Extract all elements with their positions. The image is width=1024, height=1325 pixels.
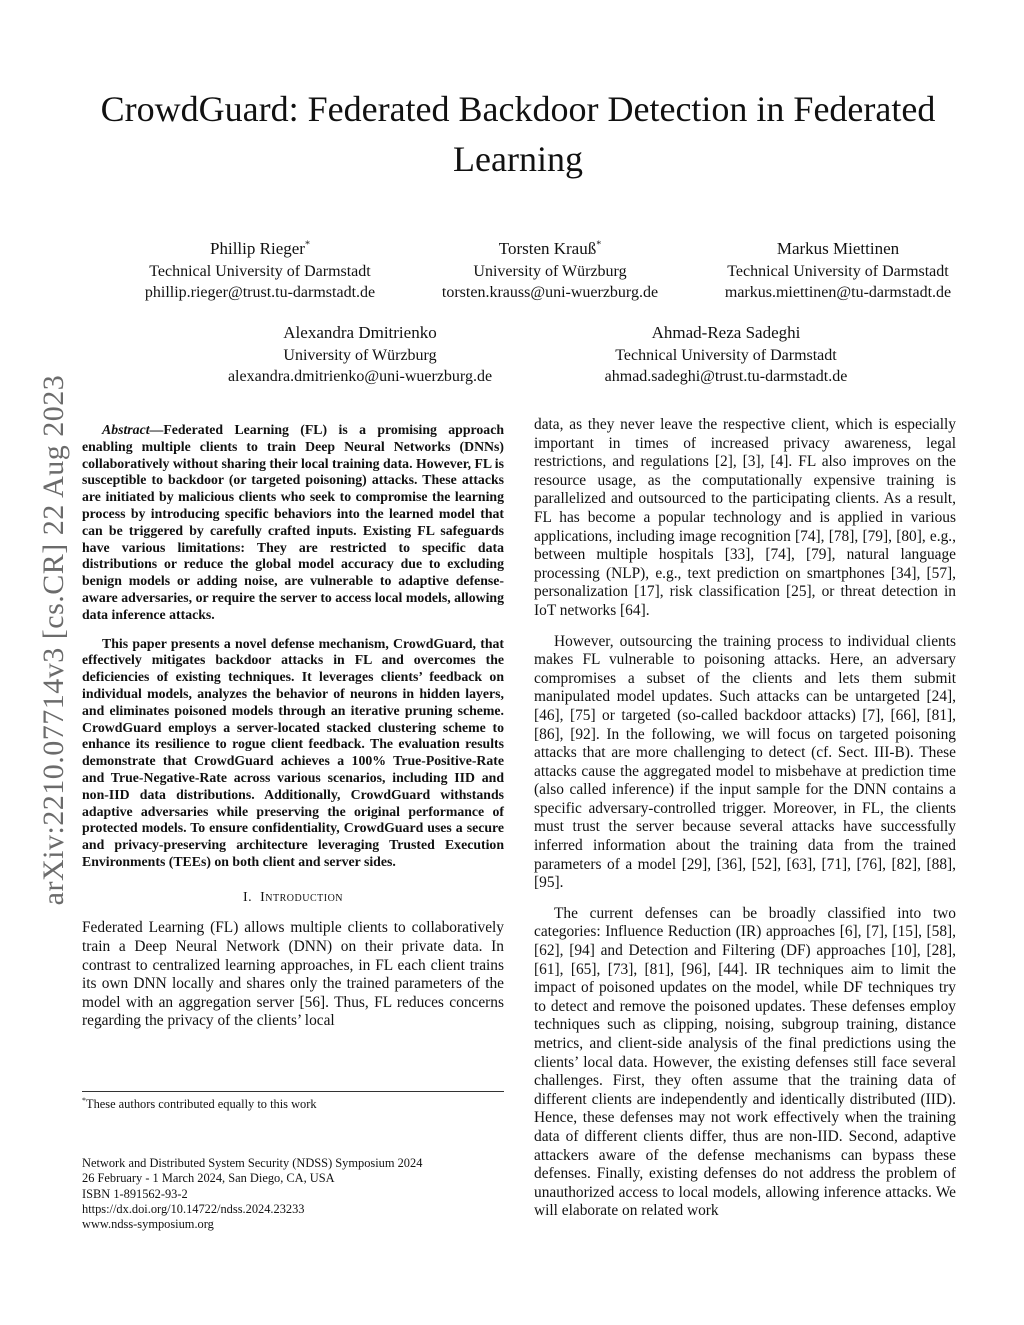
author-name: Phillip Rieger* [210, 239, 310, 258]
section-heading: I. Introduction [242, 889, 344, 905]
right-column [534, 416, 956, 1233]
equal-contribution-mark: * [304, 239, 310, 251]
author-name: Markus Miettinen [776, 239, 900, 258]
author-name: Torsten Krauß* [498, 239, 602, 258]
author-affiliation: University of Würzburg [283, 347, 437, 364]
paper-title: CrowdGuard: Federated Backdoor Detection in Federated Learning [100, 89, 936, 179]
body-paragraph: However, outsourcing the training process to individual clients makes FL vulnerable to poisoning attacks. Here, an adversary compromises a subset of the clients and lets them submit manipulated model updates. Such attacks can be untargeted [24], [46], [75] or targeted (so-called backdoor attacks) [7], [66], [81], [86], [92]. In the following, we will focus on targeted poisoning attacks that are more challenging to detect (cf. Sect. III-B). These attacks cause the aggregated model to misbehave at prediction time (also called inference) if the input sample for the DNN contains a specific adversary-controlled trigger. Moreover, in FL, the clients must trust the server because several attacks have successfully inferred information about the training data from the trained parameters of a model [29], [36], [52], [63], [71], [76], [82], [88], [95]. [534, 632, 956, 892]
author-email: torsten.krauss@uni-wuerzburg.de [441, 284, 659, 301]
author-email: ahmad.sadeghi@trust.tu-darmstadt.de [604, 368, 848, 385]
author-affiliation: University of Würzburg [473, 263, 627, 280]
venue-line: www.ndss-symposium.org [82, 1217, 214, 1232]
abstract-label: Abstract [102, 422, 150, 437]
body-paragraph: data, as they never leave the respective client, which is especially important in times of increased privacy awareness, legal restrictions, and regulations [2], [3], [4]. FL also improves on the resource usage, as the computationally expensive training is parallelized and outsourced to the participating clients. As a result, FL has become a popular technology and is applied in various applications, including image recognition [74], [78], [79], [80], e.g., between multiple hospitals [33], [74], [79], natural language processing (NLP), e.g., text prediction on smartphones [34], [57], personalization [17], risk classification [25], or threat detection in IoT networks [64]. [534, 416, 956, 619]
author-block [566, 322, 886, 387]
author-block [100, 238, 420, 303]
arxiv-identifier: arXiv:2210.07714v3 [cs.CR] 22 Aug 2023 [37, 374, 70, 906]
venue-line: Network and Distributed System Security (NDSS) Symposium 2024 [82, 1156, 423, 1170]
author-email: phillip.rieger@trust.tu-darmstadt.de [144, 284, 376, 301]
author-affiliation: Technical University of Darmstadt [615, 347, 837, 364]
author-name: Alexandra Dmitrienko [283, 323, 437, 342]
author-block [390, 238, 710, 303]
abstract-paragraph: This paper presents a novel defense mechanism, CrowdGuard, that effectively mitigates backdoor attacks in FL and overcomes the deficiencies of existing techniques. It leverages clients’ feedback on individual models, analyzes the behavior of neurons in hidden layers, and eliminates poisoned models through an iterative pruning scheme. CrowdGuard employs a server-located stacked clustering scheme to enhance its resilience to rogue client feedback. The evaluation results demonstrate that CrowdGuard achieves a 100% True-Positive-Rate and True-Negative-Rate across various scenarios, including IID and non-IID data distributions. Additionally, CrowdGuard withstands adaptive adversaries while preserving the original performance of protected models. To ensure confidentiality, CrowdGuard uses a secure and privacy-preserving architecture leveraging Trusted Execution Environments (TEEs) on both client and server sides. [82, 635, 504, 869]
author-affiliation: Technical University of Darmstadt [727, 263, 949, 280]
author-affiliation: Technical University of Darmstadt [149, 263, 371, 280]
author-email: alexandra.dmitrienko@uni-wuerzburg.de [227, 368, 493, 385]
left-column [82, 422, 504, 1043]
author-block [200, 322, 520, 387]
author-block [678, 238, 998, 303]
author-name: Ahmad-Reza Sadeghi [651, 323, 801, 342]
abstract [82, 422, 504, 871]
venue-line: ISBN 1-891562-93-2 [82, 1186, 188, 1201]
footnote-divider [82, 1091, 504, 1092]
venue-line: https://dx.doi.org/10.14722/ndss.2024.23233 [82, 1201, 305, 1216]
equal-contribution-mark: * [596, 239, 602, 251]
footnote: *These authors contributed equally to this work [82, 1095, 317, 1111]
author-email: markus.miettinen@tu-darmstadt.de [724, 284, 952, 301]
venue-info [82, 1156, 512, 1232]
abstract-paragraph: Abstract—Federated Learning (FL) is a promising approach enabling multiple clients to train Deep Neural Networks (DNNs) collaboratively without sharing their local training data. However, FL is susceptible to backdoor (or targeted poisoning) attacks. These attacks are initiated by malicious clients who seek to compromise the learning process by introducing specific behaviors into the learned model that can be triggered by carefully crafted inputs. Existing FL safeguards have various limitations: They are restricted to specific data distributions or reduce the global model accuracy due to excluding benign models or adding noise, are vulnerable to adaptive defense-aware adversaries, or require the server to access local models, allowing data inference attacks. [82, 422, 504, 622]
body-paragraph: Federated Learning (FL) allows multiple clients to collaboratively train a Deep Neural Network (DNN) on their private data. In contrast to centralized learning approaches, in FL each client trains its own DNN locally and shares only the trained parameters of the model with an aggregation server [56]. Thus, FL reduces concerns regarding the privacy of the clients’ local [82, 919, 504, 1030]
venue-line: 26 February - 1 March 2024, San Diego, CA, USA [82, 1171, 335, 1186]
body-paragraph: The current defenses can be broadly classified into two categories: Influence Reduction (IR) approaches [6], [7], [15], [58], [62], [94] and Detection and Filtering (DF) approaches [10], [28], [61], [65], [73], [81], [96], [44]. IR techniques aim to limit the impact of poisoned updates on the model, while DF techniques try to detect and remove the poisoned updates. These defenses employ techniques such as clipping, noising, subgroup training, distance metrics, and client-side analysis of the final predictions using the clients’ local data. However, the existing defenses still face several challenges. First, they often assume that the training data of different clients are independently and identically distributed (IID). Hence, these defenses may not work effectively when the training data of different clients differ, thus are non-IID. Second, adaptive attackers aware of the defense mechanisms can bypass these defenses. Finally, existing defenses do not address the problem of unauthorized access to local models, allowing inference attacks. We will elaborate on related work [534, 904, 956, 1220]
